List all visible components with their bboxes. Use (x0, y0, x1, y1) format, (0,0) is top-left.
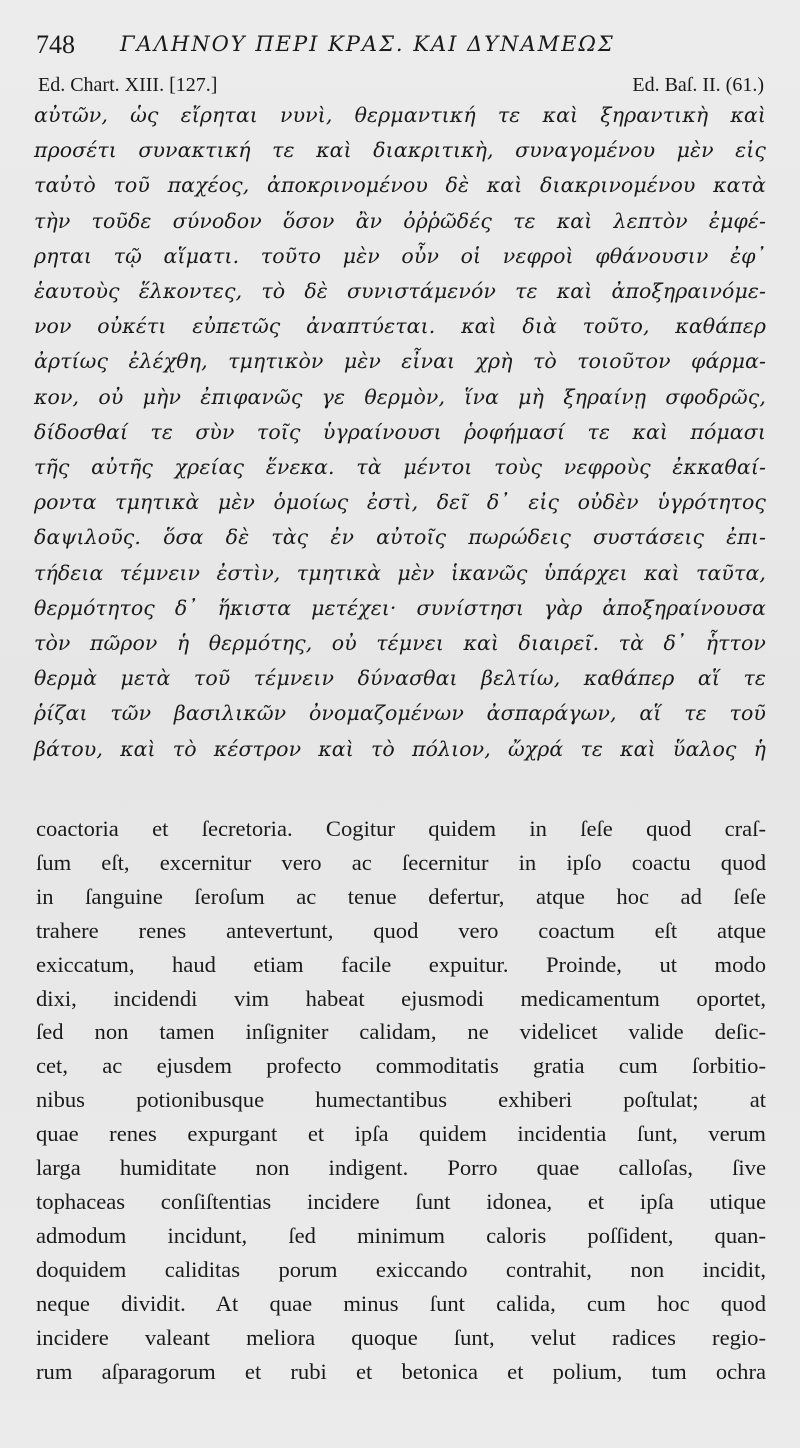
latin-line: cet, ac ejusdem profecto commoditatis gratia cum ſorbitio- (36, 1053, 766, 1079)
greek-line: δαψιλοῦς. ὅσα δὲ τὰς ἐν αὐτοῖς πωρώδεις συστάσεις ἐπι- (34, 525, 766, 550)
edition-ref-chartier: Ed. Chart. XIII. [127.] (38, 74, 218, 96)
latin-line: ſum eſt, excernitur vero ac ſecernitur in ipſo coactu quod (36, 849, 766, 875)
greek-line: θερμὰ μετὰ τοῦ τέμνειν δύνασθαι βελτίω, καθάπερ αἵ τε (34, 666, 766, 691)
latin-line: rum aſparagorum et rubi et betonica et polium, tum ochra (36, 1358, 766, 1384)
greek-line: τὸν πῶρον ἡ θερμότης, οὐ τέμνει καὶ διαιρεῖ. τὰ δ᾽ ἧττον (34, 631, 766, 656)
edition-references (38, 74, 764, 100)
latin-text-block (36, 812, 766, 1388)
greek-line: ῥίζαι τῶν βασιλικῶν ὀνομαζομένων ἀσπαράγων, αἵ τε τοῦ (34, 701, 766, 726)
latin-line: exiccatum, haud etiam facile expuitur. Proinde, ut modo (36, 951, 766, 977)
greek-line: ἀρτίως ἐλέχθη, τμητικὸν μὲν εἶναι χρὴ τὸ τοιοῦτον φάρμα- (34, 349, 766, 374)
greek-line: νον οὐκέτι εὐπετῶς ἀναπτύεται. καὶ διὰ τοῦτο, καθάπερ (34, 314, 766, 339)
greek-text-block (34, 98, 766, 767)
latin-line: admodum incidunt, ſed minimum caloris poſſident, quan- (36, 1222, 766, 1248)
greek-line: ἑαυτοὺς ἕλκοντες, τὸ δὲ συνιστάμενόν τε καὶ ἀποξηραινόμε- (34, 279, 766, 304)
greek-line: τῆς αὐτῆς χρείας ἕνεκα. τὰ μέντοι τοὺς νεφροὺς ἐκκαθαί- (34, 455, 766, 480)
greek-line: τὴν τοῦδε σύνοδον ὅσον ἂν ὀῤῥῶδές τε καὶ λεπτὸν ἐμφέ- (34, 208, 766, 233)
latin-line: dixi, incidendi vim habeat ejusmodi medicamentum oportet, (36, 985, 766, 1011)
edition-ref-basel: Ed. Baſ. II. (61.) (632, 74, 764, 96)
greek-line: θερμότητος δ᾽ ἥκιστα μετέχει· συνίστησι γὰρ ἀποξηραίνουσα (34, 595, 766, 620)
latin-line: coactoria et ſecretoria. Cogitur quidem in ſeſe quod craſ- (36, 816, 766, 841)
latin-line: ſed non tamen inſigniter calidam, ne videlicet valide deſic- (36, 1019, 766, 1045)
page-number: 748 (36, 30, 75, 59)
greek-line: τήδεια τέμνειν ἐστὶν, τμητικὰ μὲν ἱκανῶς ὑπάρχει καὶ ταῦτα, (34, 560, 766, 585)
greek-line: ρηται τῷ αἵματι. τοῦτο μὲν οὖν οἱ νεφροὶ φθάνουσιν ἐφ᾽ (34, 243, 766, 268)
greek-line: βάτου, καὶ τὸ κέστρον καὶ τὸ πόλιον, ὤχρά τε καὶ ὕαλος ἡ (34, 736, 766, 761)
latin-line: quae renes expurgant et ipſa quidem incidentia ſunt, verum (36, 1121, 766, 1147)
latin-line: nibus potionibusque humectantibus exhiberi poſtulat; at (36, 1087, 766, 1113)
greek-line: αὐτῶν, ὡς εἴρηται νυνὶ, θερμαντική τε καὶ ξηραντικὴ καὶ (34, 103, 766, 127)
greek-line: ταὐτὸ τοῦ παχέος, ἀποκρινομένου δὲ καὶ διακρινομένου κατὰ (34, 173, 766, 198)
running-title: ΓΑΛΗΝΟΥ ΠΕΡΙ ΚΡΑΣ. ΚΑΙ ΔΥΝΑΜΕΩΣ (120, 32, 615, 56)
latin-line: trahere renes antevertunt, quod vero coactum eſt atque (36, 917, 766, 943)
greek-line: ροντα τμητικὰ μὲν ὁμοίως ἐστὶ, δεῖ δ᾽ εἰς οὐδὲν ὑγρότητος (34, 490, 766, 515)
latin-line: doquidem caliditas porum exiccando contrahit, non incidit, (36, 1256, 766, 1282)
greek-line: δίδοσθαί τε σὺν τοῖς ὑγραίνουσι ῥοφήμασί τε καὶ πόμασι (34, 419, 766, 444)
latin-line: larga humiditate non indigent. Porro quae calloſas, ſive (36, 1155, 766, 1181)
latin-line: in ſanguine ſeroſum ac tenue defertur, atque hoc ad ſeſe (36, 883, 766, 909)
latin-line: neque dividit. At quae minus ſunt calida, cum hoc quod (36, 1290, 766, 1316)
latin-line: tophaceas conſiſtentias incidere ſunt idonea, et ipſa utique (36, 1188, 766, 1214)
greek-line: κον, οὐ μὴν ἐπιφανῶς γε θερμὸν, ἵνα μὴ ξηραίνῃ σφοδρῶς, (34, 384, 766, 409)
latin-line: incidere valeant meliora quoque ſunt, velut radices regio- (36, 1324, 766, 1350)
greek-line: προσέτι συνακτική τε καὶ διακριτικὴ, συναγομένου μὲν εἰς (34, 138, 766, 163)
running-head (36, 30, 766, 64)
